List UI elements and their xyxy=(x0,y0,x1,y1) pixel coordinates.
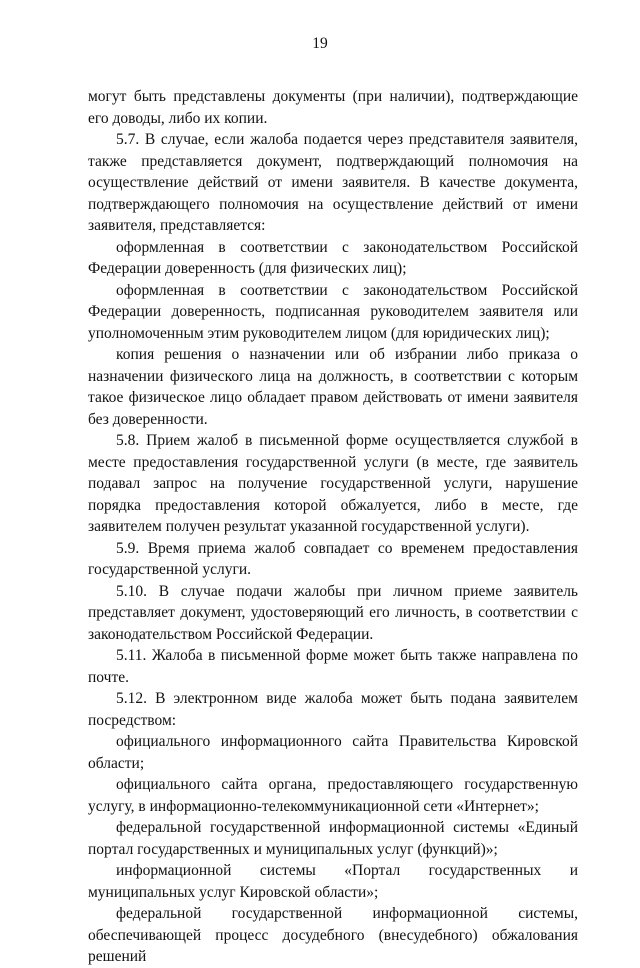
paragraph-5-9: 5.9. Время приема жалоб совпадает со временем предоставления государственной услуги. xyxy=(88,539,578,578)
paragraph-5-10: 5.10. В случае подачи жалобы при личном приеме заявитель представляет документ, удостоверяющий его личность, в соответствии с законодательством Российской Федерации. xyxy=(88,582,578,643)
list-item-government-website: официального информационного сайта Правительства Кировской области; xyxy=(88,733,578,772)
paragraph-continuation: могут быть представлены документы (при наличии), подтверждающие его доводы, либо их копии. xyxy=(88,88,578,127)
list-item-power-of-attorney-legal-entities: оформленная в соответствии с законодательством Российской Федерации доверенность, подписанная руководителем заявителя или уполномоченным этим руководителем лицом (для юридических лиц); xyxy=(88,281,578,342)
paragraph-5-7: 5.7. В случае, если жалоба подается через представителя заявителя, также представляется документ, подтверждающий полномочия на осуществление действий от имени заявителя. В качестве документа, подтверждающего полномочия на осуществление действий от имени заявителя, представляется: xyxy=(88,131,578,234)
list-item-regional-portal: информационной системы «Портал государственных и муниципальных услуг Кировской области»; xyxy=(88,862,578,901)
paragraph-5-8: 5.8. Прием жалоб в письменной форме осуществляется службой в месте предоставления государственной услуги (в месте, где заявитель подавал запрос на получение государственной услуги, нарушение порядка предоставления которой обжалуется, либо в месте, где заявителем получен результат указанной государственной услуги). xyxy=(88,432,578,535)
paragraph-5-12: 5.12. В электронном виде жалоба может быть подана заявителем посредством: xyxy=(88,690,578,729)
list-item-federal-portal: федеральной государственной информационной системы «Единый портал государственных и муниципальных услуг (функций)»; xyxy=(88,819,578,858)
list-item-power-of-attorney-individuals: оформленная в соответствии с законодательством Российской Федерации доверенность (для физических лиц); xyxy=(88,238,578,277)
page-number: 19 xyxy=(312,35,328,52)
list-item-agency-website: официального сайта органа, предоставляющего государственную услугу, в информационно-телекоммуникационной сети «Интернет»; xyxy=(88,776,578,815)
page-body xyxy=(88,86,578,968)
list-item-federal-appeal-system: федеральной государственной информационной системы, обеспечивающей процесс досудебного (внесудебного) обжалования решений xyxy=(88,905,578,965)
paragraph-5-11: 5.11. Жалоба в письменной форме может быть также направлена по почте. xyxy=(88,647,578,686)
list-item-appointment-decision-copy: копия решения о назначении или об избрании либо приказа о назначении физического лица на должность, в соответствии с которым такое физическое лицо обладает правом действовать от имени заявителя без доверенности. xyxy=(88,346,578,428)
